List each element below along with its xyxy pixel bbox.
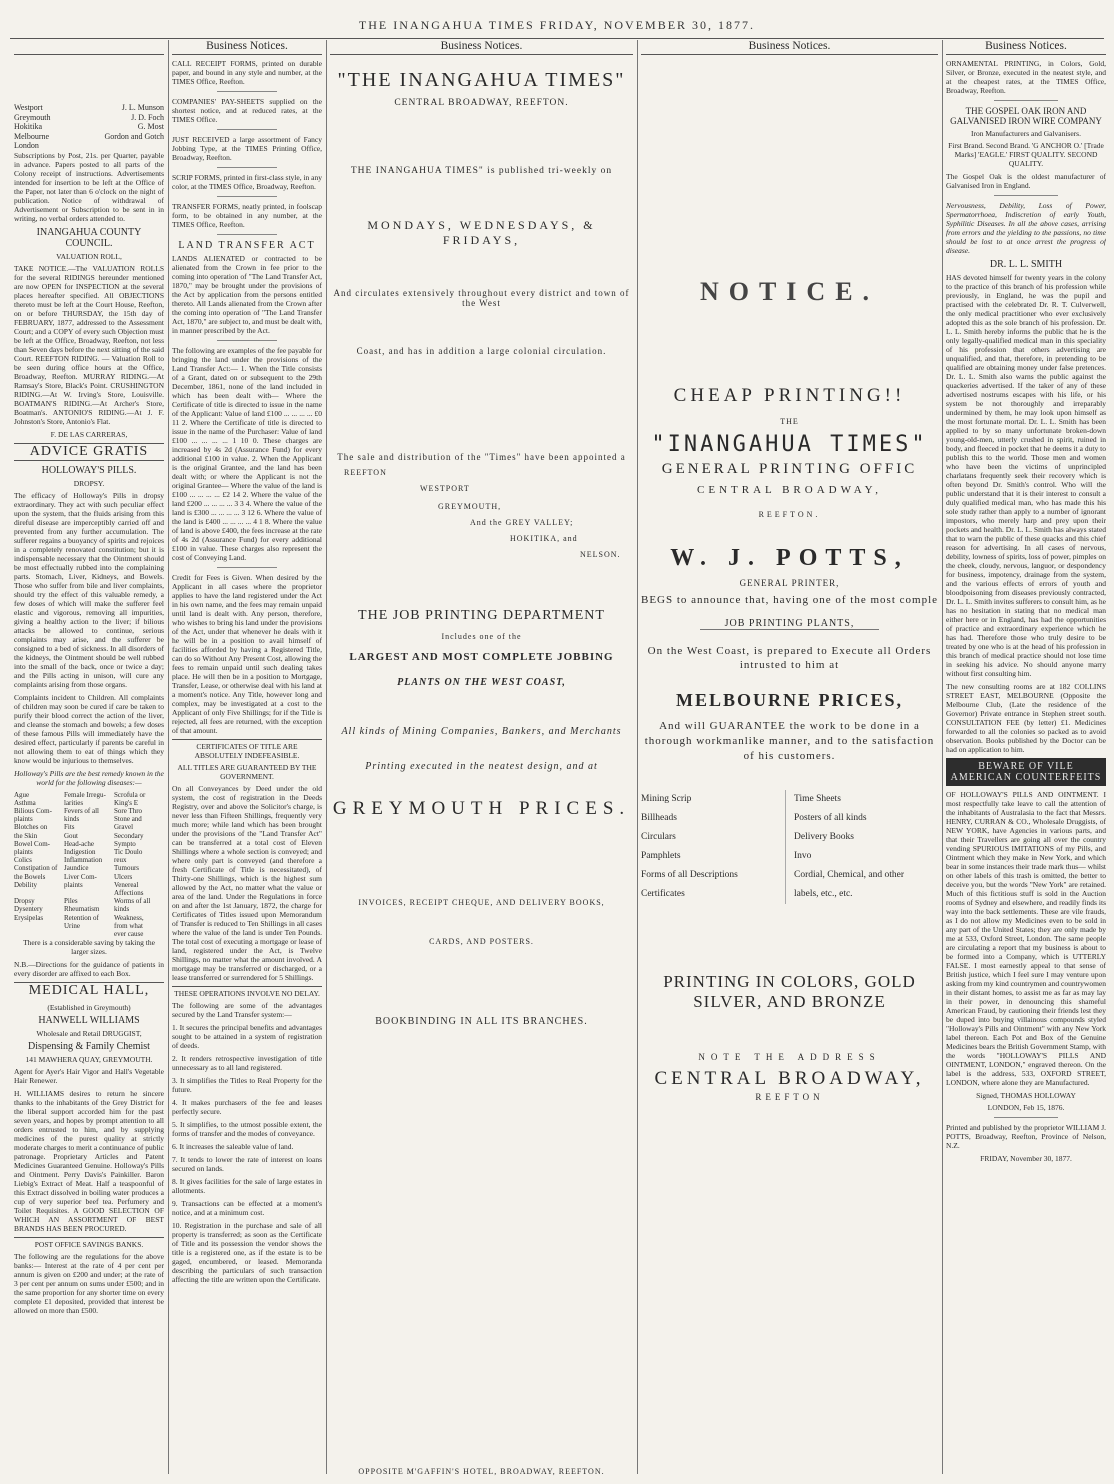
all-kinds-line: All kinds of Mining Companies, Bankers, and Merchants <box>341 726 622 737</box>
column-2-head: Business Notices. <box>172 40 322 55</box>
disease-row <box>14 881 164 897</box>
agent-town: And the GREY VALLEY; <box>470 518 574 527</box>
advantage-item: 6. It increases the saleable value of land. <box>172 1142 294 1151</box>
general-printing-heading: GENERAL PRINTING OFFIC <box>661 461 918 477</box>
advantage-item: 4. It makes purchasers of the fee and leases perfectly secure. <box>172 1098 322 1116</box>
print-item: labels, etc., etc. <box>794 889 853 899</box>
disease-cell: Ague <box>14 790 30 799</box>
agent-towns <box>330 468 633 564</box>
disease-cell <box>14 922 64 930</box>
disease-cell: Erysipelas <box>14 913 44 922</box>
just-received-ad: JUST RECEIVED a large assortment of Fancy Jobbing Type, at the TIMES Printing Office, Broadway, Reefton. <box>172 135 322 162</box>
post-text: The following are the regulations for the above banks:— Interest at the rate of 4 per cent per annum is given on £200 and under; at the rate of 3 per cent per annum on sums under £500; and in the same proportion for any shorter time on every complete £1 deposited, provided that interest be allowed on more than £500. <box>14 1252 164 1316</box>
agent-town: NELSON. <box>580 550 621 559</box>
advantage-item: 3. It simplifies the Titles to Real Property for the future. <box>172 1076 322 1094</box>
disease-row <box>14 848 164 856</box>
print-item: Forms of all Descriptions <box>641 870 738 880</box>
disease-cell: Scrofula or <box>114 790 146 799</box>
disease-cell: kinds <box>64 815 80 824</box>
print-item: Invo <box>794 851 812 861</box>
times-address: CENTRAL BROADWAY, REEFTON. <box>394 98 569 108</box>
advantage-item: The following are some of the advantages secured by the Land Transfer system:— <box>172 1001 322 1019</box>
disease-cell: Debility <box>14 880 37 889</box>
largest-line: LARGEST AND MOST COMPLETE JOBBING <box>349 651 614 663</box>
west-coast-line: On the West Coast, is prepared to Execute all Orders intrusted to him at <box>647 645 932 671</box>
holloway-signed: Signed, THOMAS HOLLOWAY <box>976 1091 1076 1100</box>
days-line: MONDAYS, WEDNESDAYS, & FRIDAYS, <box>367 218 596 247</box>
note-address-line: NOTE THE ADDRESS <box>698 1052 881 1062</box>
column-2 <box>172 40 322 1480</box>
disease-cell: plaints <box>14 815 33 824</box>
disease-cell: Stone and <box>114 815 142 824</box>
companies-ad: COMPANIES' PAY-SHEETS supplied on the shortest notice, and at reduced rates, at the TIMES Office. <box>172 97 322 124</box>
agent-line: Greymouth J. D. Foch <box>14 112 164 122</box>
disease-cell: Ulcers <box>114 872 133 881</box>
disease-row <box>14 914 164 922</box>
print-item: Billheads <box>641 813 677 823</box>
print-item: Posters of all kinds <box>794 813 867 823</box>
disease-cell: Gout <box>64 831 78 840</box>
job-plants-line: JOB PRINTING PLANTS, <box>700 618 878 630</box>
begs-line: BEGS to announce that, having one of the most comple <box>641 594 938 606</box>
masthead-title: THE INANGAHUA TIMES FRIDAY, NOVEMBER 30, 1877. <box>358 18 756 32</box>
job-dept-heading: THE JOB PRINTING DEPARTMENT <box>358 608 605 623</box>
greymouth-prices: GREYMOUTH PRICES. <box>332 798 631 819</box>
disease-cell: the Bowels <box>14 872 46 881</box>
cards-line: CARDS, AND POSTERS. <box>429 937 534 946</box>
disease-cell: Fits <box>64 823 75 832</box>
agent-town: WESTPORT <box>420 484 470 493</box>
agent-line: Melbourne Gordon and Gotch <box>14 131 164 141</box>
disease-row <box>14 930 164 938</box>
disease-cell: Sore Thro <box>114 806 143 815</box>
column-4 <box>641 40 938 1480</box>
disease-row <box>14 905 164 913</box>
column-4-head: Business Notices. <box>641 40 938 55</box>
central-broadway-line: CENTRAL BROADWAY, <box>697 484 882 496</box>
print-item: Certificates <box>641 889 685 899</box>
disease-cell: Asthma <box>14 798 36 807</box>
disease-cell: Weakness, <box>114 913 144 922</box>
dropsy-text: The efficacy of Holloway's Pills in dropsy extraordinary. They act with such peculiar effect upon the system, that the fluids arising from this direful disease are imperceptibly carried off and prevented from any further accumulation. The sufferer regains a buoyancy of spirits and rejoices in a completely renovated constitution; but it is indispensable necessary that the Ointment should be most effectually rubbed into the complaining parts. Stomach, Liver, Kidneys, and Bowels. Those who suffer from bile and liver complaints, should try the effect of this valuable remedy, a few doses of which will make the sufferer feel elastic and vigorous, removing all impurities, giving a healthy action to the liver; if bilious attacks be allowed to continue, serious complaints may arise, and the sufferer be consigned to a bed of sickness. In all disorders of the kidneys, the Ointment should be well rubbed into the small of the back, once or twice a day; and the Pills acting in unison, will cure any complaints arising from those organs. <box>14 490 164 689</box>
printing-exec-line: Printing executed in the neatest design, and at <box>365 761 598 772</box>
call-receipt-ad: CALL RECEIPT FORMS, printed on durable paper, and bound in any style and number, at the TIMES Office, Reefton. <box>172 59 322 86</box>
beware-banner: BEWARE OF VILE AMERICAN COUNTERFEITS <box>946 758 1106 786</box>
saving-note: There is a considerable saving by taking the larger sizes. <box>23 938 155 957</box>
gospel-heading: THE GOSPEL OAK IRON AND GALVANISED IRON WIRE COMPANY <box>950 106 1102 126</box>
advantage-item: 8. It gives facilities for the sale of large estates in allotments. <box>172 1177 322 1195</box>
cheap-printing-heading: CHEAP PRINTING!! <box>673 385 906 406</box>
melbourne-prices-heading: MELBOURNE PRICES, <box>675 690 904 710</box>
smith-heading: DR. L. L. SMITH <box>989 259 1063 270</box>
column-1 <box>14 40 164 1480</box>
disease-cell: plaints <box>14 847 33 856</box>
disease-cell: from what <box>114 921 143 930</box>
advantage-item: 2. It renders retrospective investigation of title unnecessary as to all land registered. <box>172 1054 322 1072</box>
items-columns <box>641 790 938 904</box>
roll-heading: VALUATION ROLL, <box>56 251 122 261</box>
general-printer-line: GENERAL PRINTER, <box>739 578 840 588</box>
disease-cell: Liver Com- <box>64 872 97 881</box>
advantage-item: 10. Registration in the purchase and sale of all property is transferred; as soon as the Certificate of Title and its possession the vendor shows the title is a registered one, as if the estate is to be gaged, encumbered, or leased. Memoranda describing the particulars of such transaction affecting the title are written upon the Certificate. <box>172 1221 322 1284</box>
disease-cell: Sympto <box>114 839 136 848</box>
agent-town: HOKITIKA, and <box>510 534 578 543</box>
gospel-text: The Gospel Oak is the oldest manufacturer of Galvanised Iron in England. <box>946 172 1106 190</box>
coast-line: Coast, and has in addition a large colonial circulation. <box>356 346 607 356</box>
credit-text: Credit for Fees is Given. When desired by the Applicant in all cases where the proprietor applies to have the land registered under the Act in his own name, and the fees may remain unpaid until land is dealt with. Any person, therefore, who wishes to bring his land under the provisions of the Act, under that whenever he deals with it he will be in a position to avail himself of facilities afforded by having a Registered Title, can do so Without Any Present Cost, allowing the fees to remain unpaid until such dealing takes place. He will then be in a position to Mortgage, Transfer, Lease, or otherwise deal with his land at a moment's notice. Any Title, however long and complex, may be investigated at a cost to the Applicant of only Five Shillings; for if the Title is rejected, all fees are returned, with the exception of that amount. <box>172 573 322 735</box>
disease-row <box>14 873 164 881</box>
potts-heading: W. J. POTTS, <box>670 545 909 571</box>
disease-cell: Gravel <box>114 823 134 832</box>
print-item: Pamphlets <box>641 851 681 861</box>
disease-cell: Worms of all <box>114 897 151 906</box>
includes-line: Includes one of the <box>441 632 522 641</box>
disease-cell: Female Irregu- <box>64 790 106 799</box>
disease-cell: Piles <box>64 897 78 906</box>
remedy-title: Holloway's Pills are the best remedy known in the world for the following diseases:— <box>14 768 164 787</box>
disease-cell: Bilious Com- <box>14 806 52 815</box>
land-text: LANDS ALIENATED or contracted to be alienated from the Crown in fee prior to the coming into operation of "The Land Transfer Act, 1870," may be brought under the provisions of the Act by application from the persons entitled thereto. All Lands alienated from the Crown after the coming into operation of "The Land Transfer Act, 1870," are subject to, and must be dealt with, in manner prescribed by the Act. <box>172 254 322 335</box>
notice-heading: NOTICE. <box>699 277 880 306</box>
masthead-rule <box>10 38 1104 39</box>
operations-heading: THESE OPERATIONS INVOLVE NO DELAY. <box>172 986 322 998</box>
disease-row <box>14 832 164 840</box>
holloway-heading: HOLLOWAY'S PILLS. <box>41 464 137 476</box>
transfer-ad: TRANSFER FORMS, neatly printed, in foolscap form, to be obtained in any number, at the TIMES Office, Reefton. <box>172 202 322 229</box>
disease-cell: the Skin <box>14 831 38 840</box>
gospel-sub: Iron Manufacturers and Galvanisers. <box>971 129 1081 138</box>
disease-cell: kinds <box>114 905 130 914</box>
column-rule <box>168 40 169 1474</box>
scrip-ad: SCRIP FORMS, printed in first-class style, in any color, at the TIMES Office, Broadway, Reefton. <box>172 173 322 191</box>
column-5 <box>946 40 1106 1480</box>
column-5-head: Business Notices. <box>946 40 1106 55</box>
disease-cell: Retention of <box>64 913 99 922</box>
advantage-item: 5. It simplifies, to the utmost possible extent, the forms of transfer and the modes of conveyance. <box>172 1120 322 1138</box>
children-text: Complaints incident to Children. All complaints of children may soon be cured if care be taken to purify their blood correct the action of the liver, and cleanse the stomach and bowels; a few doses of these famous Pills will immediately have the desired effect, particularly if parents be careful in not allowing them to eat of things which they know would be injurious to themselves. <box>14 692 164 765</box>
agent-line: Westport J. L. Munson <box>14 103 164 112</box>
disease-cell: plaints <box>64 880 83 889</box>
land-transfer-heading: LAND TRANSFER ACT <box>178 240 316 251</box>
print-item: Cordial, Chemical, and other <box>794 870 905 880</box>
column-3-head: Business Notices. <box>330 40 633 55</box>
published-line: THE INANGAHUA TIMES" is published tri-weekly on <box>350 166 613 176</box>
the-line: THE <box>780 417 799 426</box>
smith-text: HAS devoted himself for twenty years in the colony to the practice of this branch of his profession while previously, in England, he was the pupil and practised with the celebrated Dr. R. T. Culverwell, the only medical practitioner who ever exclusively adopted this as the sole branch of his profession. Dr. L. L. Smith hereby informs the public that he is the only legally-qualified medical man in this speciality of his profession that others advertising are unqualified, and that, therefore, in pretending to be qualified are obtaining money under false pretences. Dr. L. L. Smith also warns the public against the quackeries advertised. If the taker of any of these advertised nostrums escapes with his life, or his system be not thoroughly and irreparably undermined by them, he may look upon himself as the most fortunate mortal. Dr. L. L. Smith has been applied to by so many unfortunate broken-down young-old-men, utterly crushed in spirit, ruined in body, and fleeced in pocket that he deems it a duty to publish this to the world. Those men and women who have been the victims of unprincipled charlatans frequently seek their recovery which is often beyond Dr. Smith's control. Who will the public understand that it is their interest to consult a duly qualified medical man, who has made this his sole study rather than apply to a number of ignorant impostors, who merely harp and prey upon their pockets and health. Dr. L. L. Smith has always stated that to warn the public of these quacks and this chief reason for advertising. In all cases of nervous, debility, lowness of spirits, loss of power, pimples on the cheek, cloudy, nervous, languor, or despondency for business, impotency, drainage from the system, and the various effects of errors of youth and bloodpoisoning from diseases previously contracted, Dr. L. L. Smith invites sufferers to consult him, as he has no hesitation in stating that no medical man either here or in England, has had the opportunities of practice and extraordinary experience which he has had. Therefore those who truly desire to be treated by one who is at the head of his profession in this branch of medical practice should not lose time in seeking his advice. No should anyone marry without first consulting him. <box>946 273 1106 678</box>
plants-line: PLANTS ON THE WEST COAST, <box>397 677 566 688</box>
items-left <box>641 790 785 904</box>
circulates-line: And circulates extensively throughout every district and town of the West <box>333 288 630 308</box>
disease-row <box>14 922 164 930</box>
column-rule <box>637 40 638 1474</box>
disease-cell: Head-ache <box>64 839 94 848</box>
inangahua-times-heading: "INANGAHUA TIMES" <box>651 432 928 457</box>
reefton-line: REEFTON. <box>758 510 821 519</box>
disease-cell: Secondary <box>114 831 144 840</box>
disease-cell: larities <box>64 798 84 807</box>
guaranteed-text: On all Conveyances by Deed under the old system, the cost of registration in the Deeds Registry, over and above the Solicitor's charge, is never less than Fifteen Shillings, frequently very much more; while land which has been brought under the provisions of the "Land Transfer Act" can be transferred at a total cost of Eleven Shillings where a whole section is conveyed; and where only part is conveyed (and therefore a fresh Certificate of Title is necessitated), of Thirty-one Shillings, which is the highest sum allowed by the Act, no matter what the value or area of the land. Under the Regulations in force on and after the 1st January, 1872, the charge for Certificates of Titles issued upon Memorandum of Transfer is reduced to Ten Shillings in all cases where the value of the land is under Ten Pounds. The total cost of executing a mortgage or lease of land, registered under the Act, is Twelve Shillings, no matter what the amount involved. A mortgage may be transferred or discharged, or a lease transferred or surrendered for 5 Shillings. <box>172 784 322 982</box>
reefton-footer: REEFTON <box>755 1092 824 1102</box>
advantage-item: 7. It tends to lower the rate of interest on loans secured on lands. <box>172 1155 322 1173</box>
colors-heading: PRINTING IN COLORS, GOLD SILVER, AND BRONZE <box>663 972 916 1011</box>
opposite-line: OPPOSITE M'GAFFIN'S HOTEL, BROADWAY, REEFTON. <box>358 1467 605 1476</box>
disease-row <box>14 840 164 848</box>
masthead <box>0 0 1114 40</box>
disease-cell: Dysentery <box>14 905 43 914</box>
disease-cell: Indigestion <box>64 847 96 856</box>
fees-text: The following are examples of the fee payable for bringing the land under the provisions of the Land Transfer Act:— 1. When the Title consists of a Grant, dated on or subsequent to the 29th December, 1861, none of the land included in which has been dealt with— Where the Certificate of title is directed to issue in the name of the Applicant: Value of land £100 ... ... ... ... £0 11 2. Where the Certificate of title is directed to issue in the name of the Purchaser: Value of land £100 ... ... ... ... 1 10 0. These charges are increased by 4s 2d (Assurance Fund) for every additional £100 in value. 2. When the Applicant is the original Grantee, and the land has been dealt with; or where the Applicant is not the original Grantee— Where the value of the land is £100 ... ... ... ... £2 14 2. Where the value of the land £200 ... ... ... ... 3 3 4. Where the value of the land is £300 ... ... ... ... 3 12 6. Where the value of the land is £400 ... ... ... ... 4 1 8. Where the value of land is above £400, the fees increase at the rate of 4s 2d (Assurance Fund) for every additional £100 in value. These charges also represent the cost of Conveying Land. <box>172 346 322 562</box>
disease-cell: Rheumatism <box>64 905 100 914</box>
items-right <box>785 790 938 904</box>
disease-cell: ever cause <box>114 929 144 938</box>
medical-heading: MEDICAL HALL, <box>14 982 164 999</box>
disease-table <box>14 791 164 939</box>
disease-cell: Fevers of all <box>64 806 99 815</box>
disease-row <box>14 807 164 815</box>
disease-cell: Colics <box>14 856 32 865</box>
disease-cell <box>14 930 64 938</box>
disease-row <box>14 791 164 799</box>
certificates-heading: CERTIFICATES OF TITLE ARE ABSOLUTELY INDEFEASIBLE. <box>172 739 322 760</box>
dropsy-heading: DROPSY. <box>73 478 105 488</box>
imprint-date: FRIDAY, November 30, 1877. <box>980 1154 1072 1163</box>
disease-cell: Bowel Com- <box>14 839 50 848</box>
established: (Established in Greymouth) <box>47 1003 131 1013</box>
rooms-text: The new consulting rooms are at 182 COLLINS STREET EAST, MELBOURNE (Opposite the Melbourne Club, (Late the residence of the Governor) Private entrance in Stephen street south. CONSULTATION FEE (by letter) £1. Medicines forwarded to all the colonies so packed as to avoid observation. Books published by the Doctor can be had on application to him. <box>946 682 1106 754</box>
disease-cell: Inflammation <box>64 856 103 865</box>
print-item: Mining Scrip <box>641 794 692 804</box>
imprint: Printed and published by the proprietor WILLIAM J. POTTS, Broadway, Reefton, Province of Nelson, N.Z. <box>946 1123 1106 1150</box>
agent-town: GREYMOUTH, <box>438 502 502 511</box>
invoices-line: INVOICES, RECEIPT CHEQUE, AND DELIVERY BOOKS, <box>358 898 605 907</box>
times-title: "THE INANGAHUA TIMES" <box>337 69 626 91</box>
disease-row <box>14 823 164 831</box>
disease-cell: Jaundice <box>64 864 89 873</box>
advantage-item: 1. It secures the principal benefits and advantages sought to be attained in a system of registration of deeds. <box>172 1023 322 1050</box>
subscription-notice: Subscriptions by Post, 21s. per Quarter, payable in advance. Papers posted to all parts of the Colony receipt of instructions. Advertisements intended for insertion to be left at the Office of the Paper, not later than 6 o'clock on the night of publication. Notice of withdrawal of Advertisement or Subscription to be sent in in writing, no verbal orders attended to. <box>14 150 164 223</box>
column-rule <box>942 40 943 1474</box>
column-rule <box>326 40 327 1474</box>
valuation-signature: F. DE LAS CARRERAS, <box>50 429 128 439</box>
agents-intro: The sale and distribution of the "Times" have been appointed a <box>337 452 626 462</box>
holloway-date: LONDON, Feb 15, 1876. <box>987 1103 1065 1112</box>
column-1-head <box>14 40 164 55</box>
advantage-item: 9. Transactions can be effected at a moment's notice, and at a minimum cost. <box>172 1199 322 1217</box>
disease-cell: Urine <box>64 921 80 930</box>
williams-text: H. WILLIAMS desires to return he sincere thanks to the inhabitants of the Grey District for the liberal support accorded him for the past seven years, and hopes by prompt attention to all orders entrusted to him, and by supplying medicines of the purest quality at strictly moderate charges to merit a continuance of public patronage. Proprietary Articles and Patent Medicines Guaranteed Genuine. Holloway's Pills and Ointment. Perry Davis's Painkiller. Baron Liebig's Extract of Meat. Half a teaspoonful of this Extract dissolved in boiling water produces a cup of very superior beef tea. Perfumery and Toilet Requisites. A GOOD SELECTION OF WHICH AN ASSORTMENT OF BEST BRANDS HAS BEEN PROCURED. <box>14 1089 164 1234</box>
disease-cell: reux <box>114 856 127 865</box>
disease-row <box>14 815 164 823</box>
bookbinding-line: BOOKBINDING IN ALL ITS BRANCHES. <box>375 1016 588 1027</box>
disease-cell: Tic Doulo <box>114 847 143 856</box>
column-3 <box>330 40 633 1480</box>
agent-town: REEFTON <box>344 468 387 477</box>
valuation-notice: TAKE NOTICE.—The VALUATION ROLLS for the several RIDINGS hereunder mentioned are now OPEN for INSPECTION at the several places hereafter specified. All OBJECTIONS thereto must be left at the Court House, Reefton, on or before THURSDAY, the 15th day of FEBRUARY, 1877, addressed to the Assessment Court; and a COPY of every such Objection must be left at the Office, Broadway, Reefton, not less than Seven days before the next sitting of the said Court. REEFTON RIDING. — Valuation Roll to be seen during office hours at the Office, Broadway, Reefton. MURRAY RIDING.—At Ramsay's Store, Black's Point. CRUSHINGTON RIDING.—At W. Irving's Store, Louisville. BOATMAN'S RIDING.—At Archer's Store, Boatman's. ANTONIO'S RIDING.—At J. F. Johnston's Store, Antonio's Flat. <box>14 263 164 426</box>
dispensing-heading: Dispensing & Family Chemist <box>28 1041 150 1053</box>
agent-line: Hokitika G. Most <box>14 122 164 131</box>
post-heading: POST OFFICE SAVINGS BANKS. <box>14 1237 164 1249</box>
nb-note: N.B.—Directions for the guidance of patients in every disorder are affixed to each Box. <box>14 960 164 979</box>
disease-cell: Dropsy <box>14 897 35 906</box>
print-item: Time Sheets <box>794 794 841 804</box>
disease-cell: Constipation of <box>14 864 58 873</box>
disease-cell: Venereal Affections <box>114 880 144 897</box>
disease-row <box>14 897 164 905</box>
disease-cell <box>64 930 114 938</box>
advantages-list <box>172 1001 322 1284</box>
nervous-text: Nervousness, Debility, Loss of Power, Spermatorrhoea, Indiscretion of early Youth, Syphilitic Diseases. In all the above cases, arrising from errors and the yielding to the passions, no time should be lost to at once arrest the progress of disease. <box>946 201 1106 255</box>
holloway-warning: OF HOLLOWAY'S PILLS AND OINTMENT. I most respectfully take leave to call the attention of the inhabitants of Australasia to the fact that Messrs. HENRY, CURRAN & CO., Wholesale Druggists, of NEW YORK, have Agencies in various parts, and that their Travellers are going all over the country vending SPURIOUS IMITATIONS of my Pills, and Ointment which they make in New York, and which bear in some instances their trade mark thus— whilst on other labels of this trash is omitted, the better to deceive you, but the words "New York" are retained. Much of this fictitious stuff is sold in the Auction rooms of Sydney and elsewhere, and readily finds its way into the back settlements. These are vile frauds, as I do not allow my Medicines even to be sold in any part of the United States; they are only made by me at 533, Oxford Street, London. The same people are circulating a report that my business is about to be formed into a Company, which is UTTERLY FALSE. I most earnestly appeal to that sense of British justice, which I feel sure I may venture upon asking from my kind countrymen and countrywomen in their distant homes, to assist me as far as may lay in their power, in denouncing this shameful American Fraud, by cautioning their friends lest they be duped into buying villainous compounds styled "Holloway's Pills and Ointment" with any New York label thereon. Each Pot and Box of the Genuine Medicines bears the British Government Stamp, with the words "HOLLOWAY'S PILLS AND OINTMENT, LONDON," engraved thereon. On the label is the address, 533, OXFORD STREET, LONDON, where alone they are Manufactured. <box>946 790 1106 1087</box>
disease-cell: King's E <box>114 798 139 807</box>
guaranteed-heading: ALL TITLES ARE GUARANTEED BY THE GOVERNMENT. <box>177 763 317 781</box>
disease-row <box>14 864 164 872</box>
ornamental-ad: ORNAMENTAL PRINTING, in Colors, Gold, Silver, or Bronze, executed in the neatest style, and at the cheapest rates, at the TIMES Office, Broadway, Reefton. <box>946 59 1106 95</box>
gospel-brands: First Brand. Second Brand. 'G ANCHOR O.' [Trade Marks] 'EAGLE.' FIRST QUALITY. SECOND QUALITY. <box>948 141 1104 168</box>
disease-cell: Blotches on <box>14 823 48 832</box>
advice-heading: ADVICE GRATIS <box>14 443 164 461</box>
disease-cell: Tumours <box>114 864 140 873</box>
medical-address: 141 MAWHERA QUAY, GREYMOUTH. <box>25 1055 153 1065</box>
agent-line-ayers: Agent for Ayer's Hair Vigor and Hall's Vegetable Hair Renewer. <box>14 1067 164 1086</box>
central-broadway-heading: CENTRAL BROADWAY, <box>654 1068 925 1089</box>
guarantee-line: And will GUARANTEE the work to be done in a thorough workmanlike manner, and to the satisfaction of his customers. <box>644 720 935 762</box>
disease-row <box>14 856 164 864</box>
disease-row <box>14 799 164 807</box>
wholesale-line: Wholesale and Retail DRUGGIST, <box>36 1029 142 1039</box>
council-heading: INANGAHUA COUNTY COUNCIL. <box>36 226 142 249</box>
hanwell-heading: HANWELL WILLIAMS <box>38 1015 140 1027</box>
agent-line: London <box>14 141 39 150</box>
print-item: Delivery Books <box>794 832 854 842</box>
print-item: Circulars <box>641 832 676 842</box>
